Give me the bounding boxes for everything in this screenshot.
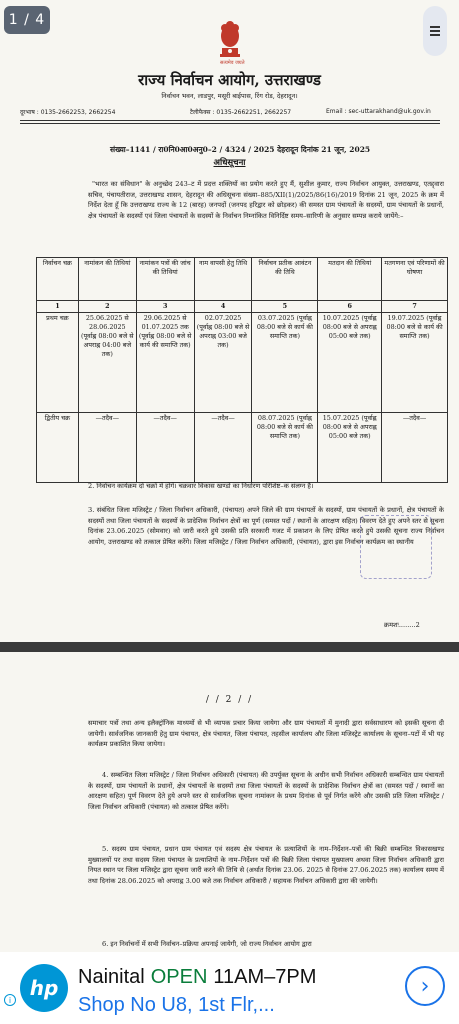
table-header-cell: निर्वाचन प्रतीक आवंटन की तिथि <box>252 258 318 301</box>
table-cell: 1 <box>37 301 79 313</box>
table-cell: 2 <box>78 301 136 313</box>
table-header-cell: मतगणना एवं परिणामों की घोषणा <box>382 258 448 301</box>
table-header-cell: नामांकन पत्रों की जांच की तिथियां <box>136 258 194 301</box>
header-divider <box>20 120 440 121</box>
table-row-phase-2 <box>37 413 448 483</box>
page-counter: 1 / 4 <box>4 6 50 34</box>
national-emblem-icon <box>216 18 244 58</box>
table-cell: 08.07.2025 (पूर्वाह्न 08:00 बजे से कार्य की समाप्ति तक) <box>252 413 318 483</box>
table-cell: 29.06.2025 से 01.07.2025 तक (पूर्वाह्न 08:00 बजे से कार्य की समाप्ति तक) <box>136 313 194 413</box>
continued-marker: क्रमशः........2 <box>384 621 420 629</box>
ad-hours: 11AM–7PM <box>213 966 317 988</box>
table-cell: —तदैव— <box>136 413 194 483</box>
table-cell: —तदैव— <box>78 413 136 483</box>
table-cell: 4 <box>194 301 252 313</box>
table-header-cell: मतदान की तिथियां <box>318 258 382 301</box>
official-stamp <box>360 515 432 579</box>
page2-paragraph-5: 5. सदस्य ग्राम पंचायत, प्रधान ग्राम पंचायत एवं सदस्य क्षेत्र पंचायत के प्रत्याशियों के नाम–निर्देशन–पत्रों की बिक्री सम्बन्धित विकासखण्ड मुख्यालयों पर तथा सदस्य जिला पंचायत के प्रत्याशियों के नाम–निर्देशन पत्रों की बिक्री जिला पंचायत मुख्यालय अथवा जिला निर्वाचन अधिकारी द्वारा नियत स्थान पर जिला मजिस्ट्रेट द्वारा सूचना जारी करने की तिथि से (अर्थात दिनांक 23.06. 2025 से दिनांक 27.06.2025 तक) कार्यालय समय में तथा दिनांक 28.06.2025 को अपराह्न 3.00 बजे तक निर्वाचन अधिकारी / सहायक निर्वाचन अधिकारी द्वारा की जायेगी। <box>88 845 444 885</box>
table-cell: 03.07.2025 (पूर्वाह्न 08:00 बजे से कार्य की समाप्ति तक) <box>252 313 318 413</box>
table-cell: प्रथम चक्र <box>37 313 79 413</box>
emblem-caption: सत्यमेव जयते <box>220 60 245 66</box>
ad-headline[interactable] <box>78 966 316 989</box>
table-cell: 15.07.2025 (पूर्वाह्न 08:00 बजे से अपराह्न 05:00 बजे तक) <box>318 413 382 483</box>
page2-paragraph-6: 6. इन निर्वाचनों में सभी निर्वाचन–प्रक्रिया अपनाई जायेगी, जो राज्य निर्वाचन आयोग द्वारा <box>102 940 312 948</box>
table-cell: 7 <box>382 301 448 313</box>
ad-address-link[interactable]: Shop No U8, 1st Flr,... <box>78 994 275 1016</box>
ad-store-name: Nainital <box>78 966 145 988</box>
notice-paragraph-1: "भारत का संविधान" के अनुच्छेद 243–ट में प्रदत्त शक्तियों का प्रयोग करते हुए मैं, सुशील कुमार, राज्य निर्वाचन आयुक्त, उत्तराखण्ड, एतद्द्वारा सचिव, पंचायतीराज, उत्तराखण्ड शासन, देहरादून की अधिसूचना संख्या–885/XII(1)/2025/86(16)/2019 दिनांक 21 जून, 2025 के क्रम में निर्देश देता हूँ कि उत्तराखण्ड राज्य के 12 (बारह) जनपदों (जनपद हरिद्वार को छोड़कर) की समस्त ग्राम पंचायतों के सदस्यों, ग्राम पंचायतों के प्रधानों, क्षेत्र पंचायतों के सदस्यों एवं जिला पंचायतों के सदस्यों के निर्वाचन निम्नांकित विनिर्दिष्ट समय–सारिणी के अनुसार सम्पन्न कराये जायेंगे:– <box>88 180 444 220</box>
table-cell: 6 <box>318 301 382 313</box>
page2-paragraph-a: समाचार पत्रों तथा अन्य इलैक्ट्रॉनिक माध्यमों से भी व्यापक प्रचार किया जायेगा और ग्राम पंचायतों में मुनादी द्वारा सर्वसाधारण को इसकी सूचना दी जायेगी। सार्वजनिक जानकारी हेतु ग्राम पंचायत, क्षेत्र पंचायत, जिला पंचायत, तहसील कार्यालय और जिला मजिस्ट्रेट कार्यालय के सूचना–पटों में भी यह कार्यक्रम प्रकाशित किया जायेगा। <box>88 719 444 748</box>
election-schedule-table <box>36 257 448 483</box>
document-page-2 <box>0 652 459 952</box>
table-header-cell: नामांकन की तिथियां <box>78 258 136 301</box>
chevron-right-icon[interactable]: › <box>405 966 445 1006</box>
table-number-row <box>37 301 448 313</box>
notice-heading: अधिसूचना <box>213 158 246 168</box>
table-cell: द्वितीय चक्र <box>37 413 79 483</box>
table-cell: 19.07.2025 (पूर्वाह्न 08:00 बजे से कार्य की समाप्ति तक) <box>382 313 448 413</box>
ad-banner[interactable] <box>0 952 459 1024</box>
table-row-phase-1 <box>37 313 448 413</box>
header-divider-thin <box>20 123 440 124</box>
email-address: Email : sec-uttarakhand@uk.gov.in <box>326 108 431 115</box>
page2-paragraph-4: 4. सम्बन्धित जिला मजिस्ट्रेट / जिला निर्वाचन अधिकारी (पंचायत) की उपर्युक्त सूचना के अधीन सभी निर्वाचन अधिकारी सम्बन्धित ग्राम पंचायतों के सदस्यों, ग्राम पंचायतों के प्रधानों, क्षेत्र पंचायतों के सदस्यों तथा जिला पंचायतों के सदस्यों के प्रादेशिक निर्वाचन क्षेत्रों का (समस्त पदों / स्थानों का आरक्षण सहित) पूर्ण विवरण देते हुये अपने स्तर से सार्वजनिक सूचना नामांकन के प्रथम दिनांक से पूर्व निर्गत करेंगे और उसकी प्रति जिला मजिस्ट्रेट / जिला निर्वाचन अधिकारी (पंचायत) को तत्काल प्रेषित करेंगे। <box>88 771 444 811</box>
info-icon[interactable]: i <box>4 994 16 1006</box>
fax-number: टैलीफैक्स : 0135-2662251, 2662257 <box>190 109 292 116</box>
ad-open-status: OPEN <box>150 966 208 988</box>
page-number: / / 2 / / <box>205 695 254 705</box>
org-address: निर्वाचन भवन, लाडपुर, मसूरी बाईपास, रिंग रोड, देहरादून। <box>161 92 298 100</box>
table-header-cell: निर्वाचन चक्र <box>37 258 79 301</box>
phone-number: दूरभाष : 0135-2662253, 2662254 <box>20 109 116 116</box>
table-cell: —तदैव— <box>194 413 252 483</box>
notice-reference: संख्या–1141 / रा0नि0आ0अनु0–2 / 4324 / 2025 देहरादून दिनांक 21 जून, 2025 <box>110 145 371 154</box>
notice-paragraph-3: 3. संबंधित जिला मजिस्ट्रेट / जिला निर्वाचन अधिकारी, (पंचायत) अपने जिले की ग्राम पंचायतों के सदस्यों, ग्राम पंचायतों के प्रधानों, क्षेत्र पंचायतों के सदस्यों तथा जिला पंचायतों के सदस्यों के प्रादेशिक निर्वाचन क्षेत्रों का पूर्ण (समस्त पदों / स्थानों के आरक्षण सहित) विवरण देते हुए अपने स्तर से सूचना दिनांक 23.06.2025 (सोमवार) को जारी करते हुये उसकी प्रति सरकारी गजट में प्रकाशन के लिए प्रेषित करते हुये उसकी सूचना राज्य निर्वाचन आयोग, उत्तराखण्ड को तत्काल प्रेषित करेंगे। जिला मजिस्ट्रेट / जिला निर्वाचन अधिकारी, (पंचायत), द्वारा इस निर्वाचन कार्यक्रम का स्थानीय <box>88 506 444 546</box>
table-header-cell: नाम वापसी हेतु तिथि <box>194 258 252 301</box>
table-cell: 25.06.2025 से 28.06.2025 (पूर्वाह्न 08:00 बजे से अपराह्न 04:00 बजे तक) <box>78 313 136 413</box>
org-title: राज्य निर्वाचन आयोग, उत्तराखण्ड <box>138 71 321 89</box>
table-cell: —तदैव— <box>382 413 448 483</box>
table-header-row <box>37 258 448 301</box>
menu-icon[interactable] <box>423 6 447 56</box>
table-cell: 10.07.2025 (पूर्वाह्न 08:00 बजे से अपराह्न 05:00 बजे तक) <box>318 313 382 413</box>
notice-paragraph-2: 2. निर्वाचन कार्यक्रम दो चक्रों में होगें। चक्रवार विकास खण्डों का निर्धारण परिशिष्ट–क संलग्न है। <box>88 482 314 490</box>
table-cell: 3 <box>136 301 194 313</box>
table-cell: 5 <box>252 301 318 313</box>
hp-logo[interactable]: hp <box>20 964 68 1012</box>
table-cell: 02.07.2025 (पूर्वाह्न 08:00 बजे से अपराह्न 03:00 बजे तक) <box>194 313 252 413</box>
